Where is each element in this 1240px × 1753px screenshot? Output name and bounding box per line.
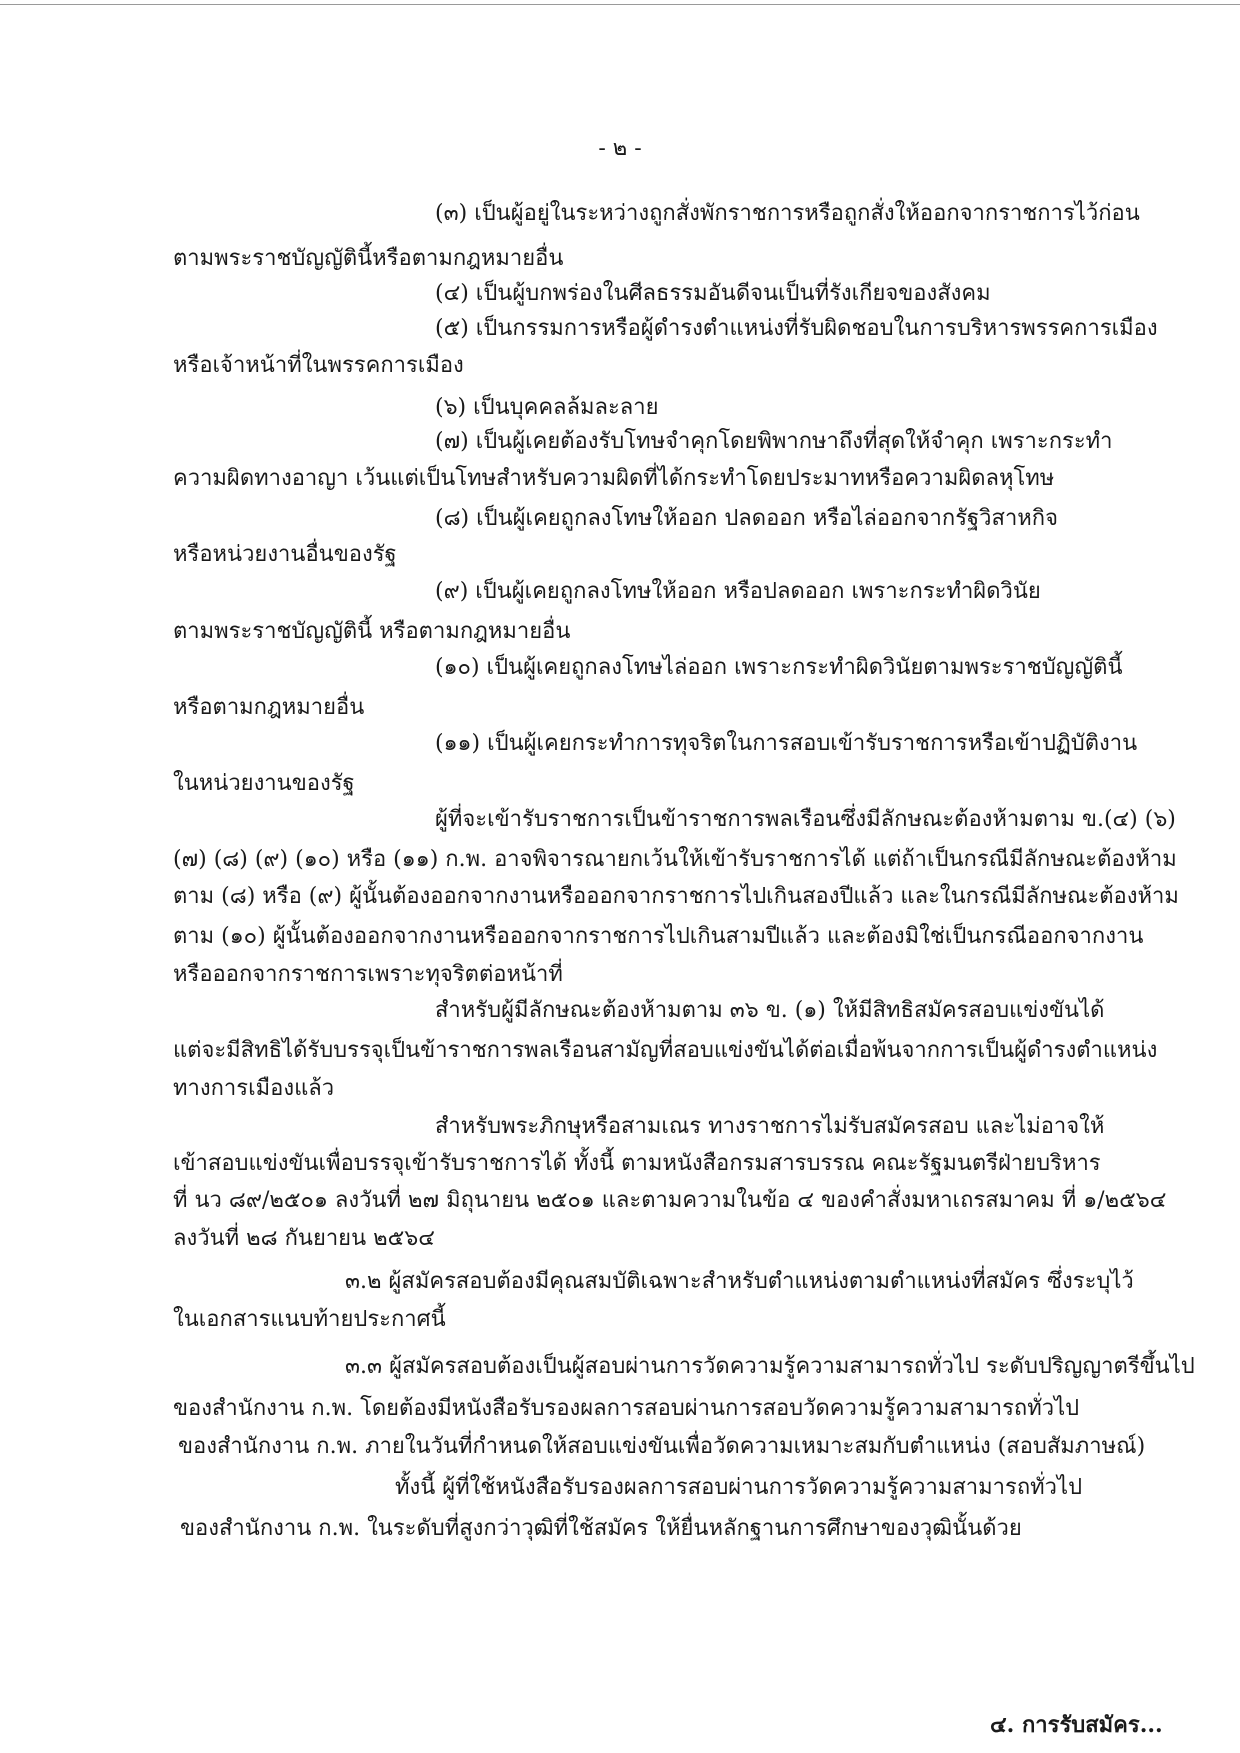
monk-para-line-4: ลงวันที่ ๒๘ กันยายน ๒๕๖๔ xyxy=(173,1226,435,1251)
item-9-line-1: (๙) เป็นผู้เคยถูกลงโทษให้ออก หรือปลดออก เพราะกระทำผิดวินัย xyxy=(435,579,1041,604)
item-9-line-2: ตามพระราชบัญญัตินี้ หรือตามกฎหมายอื่น xyxy=(173,619,571,644)
item-3-line-2: ตามพระราชบัญญัตินี้หรือตามกฎหมายอื่น xyxy=(173,246,564,271)
item-11-line-1: (๑๑) เป็นผู้เคยกระทำการทุจริตในการสอบเข้ารับราชการหรือเข้าปฏิบัติงาน xyxy=(435,731,1138,756)
monk-para-line-2: เข้าสอบแข่งขันเพื่อบรรจุเข้ารับราชการได้ ทั้งนี้ ตามหนังสือกรมสารบรรณ คณะรัฐมนตรีฝ่ายบริหาร xyxy=(173,1151,1101,1176)
item-4: (๔) เป็นผู้บกพร่องในศีลธรรมอันดีจนเป็นที่รังเกียจของสังคม xyxy=(435,281,991,306)
political-para-line-1: สำหรับผู้มีลักษณะต้องห้ามตาม ๓๖ ข. (๑) ให้มีสิทธิสมัครสอบแข่งขันได้ xyxy=(435,998,1105,1023)
section-3-3-note-line-1: ทั้งนี้ ผู้ที่ใช้หนังสือรับรองผลการสอบผ่านการวัดความรู้ความสามารถทั่วไป xyxy=(395,1475,1083,1500)
item-3-line-1: (๓) เป็นผู้อยู่ในระหว่างถูกสั่งพักราชการหรือถูกสั่งให้ออกจากราชการไว้ก่อน xyxy=(435,201,1140,226)
item-8-line-2: หรือหน่วยงานอื่นของรัฐ xyxy=(173,542,397,567)
exemption-para-line-3: ตาม (๘) หรือ (๙) ผู้นั้นต้องออกจากงานหรือออกจากราชการไปเกินสองปีแล้ว และในกรณีมีลักษณะต้องห้าม xyxy=(173,884,1179,909)
item-11-line-2: ในหน่วยงานของรัฐ xyxy=(173,771,355,796)
section-3-3-line-3: ของสำนักงาน ก.พ. ภายในวันที่กำหนดให้สอบแข่งขันเพื่อวัดความเหมาะสมกับตำแหน่ง (สอบสัมภาษณ์) xyxy=(178,1434,1146,1459)
section-3-3-note-line-2: ของสำนักงาน ก.พ. ในระดับที่สูงกว่าวุฒิที่ใช้สมัคร ให้ยื่นหลักฐานการศึกษาของวุฒินั้นด้วย xyxy=(180,1516,1022,1541)
section-3-3-line-1: ๓.๓ ผู้สมัครสอบต้องเป็นผู้สอบผ่านการวัดความรู้ความสามารถทั่วไป ระดับปริญญาตรีขึ้นไป xyxy=(345,1354,1195,1379)
item-10-line-1: (๑๐) เป็นผู้เคยถูกลงโทษไล่ออก เพราะกระทำผิดวินัยตามพระราชบัญญัตินี้ xyxy=(435,655,1123,680)
item-5-line-1: (๕) เป็นกรรมการหรือผู้ดำรงตำแหน่งที่รับผิดชอบในการบริหารพรรคการเมือง xyxy=(435,316,1158,341)
exemption-para-line-1: ผู้ที่จะเข้ารับราชการเป็นข้าราชการพลเรือนซึ่งมีลักษณะต้องห้ามตาม ข.(๔) (๖) xyxy=(435,807,1176,832)
item-5-line-2: หรือเจ้าหน้าที่ในพรรคการเมือง xyxy=(173,353,464,378)
exemption-para-line-2: (๗) (๘) (๙) (๑๐) หรือ (๑๑) ก.พ. อาจพิจารณายกเว้นให้เข้ารับราชการได้ แต่ถ้าเป็นกรณีมีลักษณะต้องห้าม xyxy=(173,847,1177,872)
item-7-line-1: (๗) เป็นผู้เคยต้องรับโทษจำคุกโดยพิพากษาถึงที่สุดให้จำคุก เพราะกระทำ xyxy=(435,429,1113,454)
item-10-line-2: หรือตามกฎหมายอื่น xyxy=(173,695,365,720)
page-number: - ๒ - xyxy=(598,136,642,161)
section-3-3-line-2: ของสำนักงาน ก.พ. โดยต้องมีหนังสือรับรองผลการสอบผ่านการสอบวัดความรู้ความสามารถทั่วไป xyxy=(173,1396,1080,1421)
item-8-line-1: (๘) เป็นผู้เคยถูกลงโทษให้ออก ปลดออก หรือไล่ออกจากรัฐวิสาหกิจ xyxy=(435,506,1059,531)
political-para-line-2: แต่จะมีสิทธิได้รับบรรจุเป็นข้าราชการพลเรือนสามัญที่สอบแข่งขันได้ต่อเมื่อพ้นจากการเป็นผู้ดำรงตำแหน่ง xyxy=(173,1038,1158,1063)
political-para-line-3: ทางการเมืองแล้ว xyxy=(173,1076,335,1101)
next-page-continuation: ๔. การรับสมัคร... xyxy=(990,1712,1163,1738)
section-3-2-line-2: ในเอกสารแนบท้ายประกาศนี้ xyxy=(173,1307,446,1332)
exemption-para-line-5: หรือออกจากราชการเพราะทุจริตต่อหน้าที่ xyxy=(173,962,563,987)
monk-para-line-3: ที่ นว ๘๙/๒๕๐๑ ลงวันที่ ๒๗ มิถุนายน ๒๕๐๑ และตามความในข้อ ๔ ของคำสั่งมหาเถรสมาคม ที่ ๑/๒๕๖๔ xyxy=(173,1188,1167,1213)
exemption-para-line-4: ตาม (๑๐) ผู้นั้นต้องออกจากงานหรือออกจากราชการไปเกินสามปีแล้ว และต้องมิใช่เป็นกรณีออกจากงาน xyxy=(173,924,1144,949)
item-6: (๖) เป็นบุคคลล้มละลาย xyxy=(435,395,659,420)
section-3-2-line-1: ๓.๒ ผู้สมัครสอบต้องมีคุณสมบัติเฉพาะสำหรับตำแหน่งตามตำแหน่งที่สมัคร ซึ่งระบุไว้ xyxy=(345,1269,1134,1294)
monk-para-line-1: สำหรับพระภิกษุหรือสามเณร ทางราชการไม่รับสมัครสอบ และไม่อาจให้ xyxy=(435,1114,1105,1139)
item-7-line-2: ความผิดทางอาญา เว้นแต่เป็นโทษสำหรับความผิดที่ได้กระทำโดยประมาทหรือความผิดลหุโทษ xyxy=(173,466,1055,491)
top-rule xyxy=(0,4,1240,5)
